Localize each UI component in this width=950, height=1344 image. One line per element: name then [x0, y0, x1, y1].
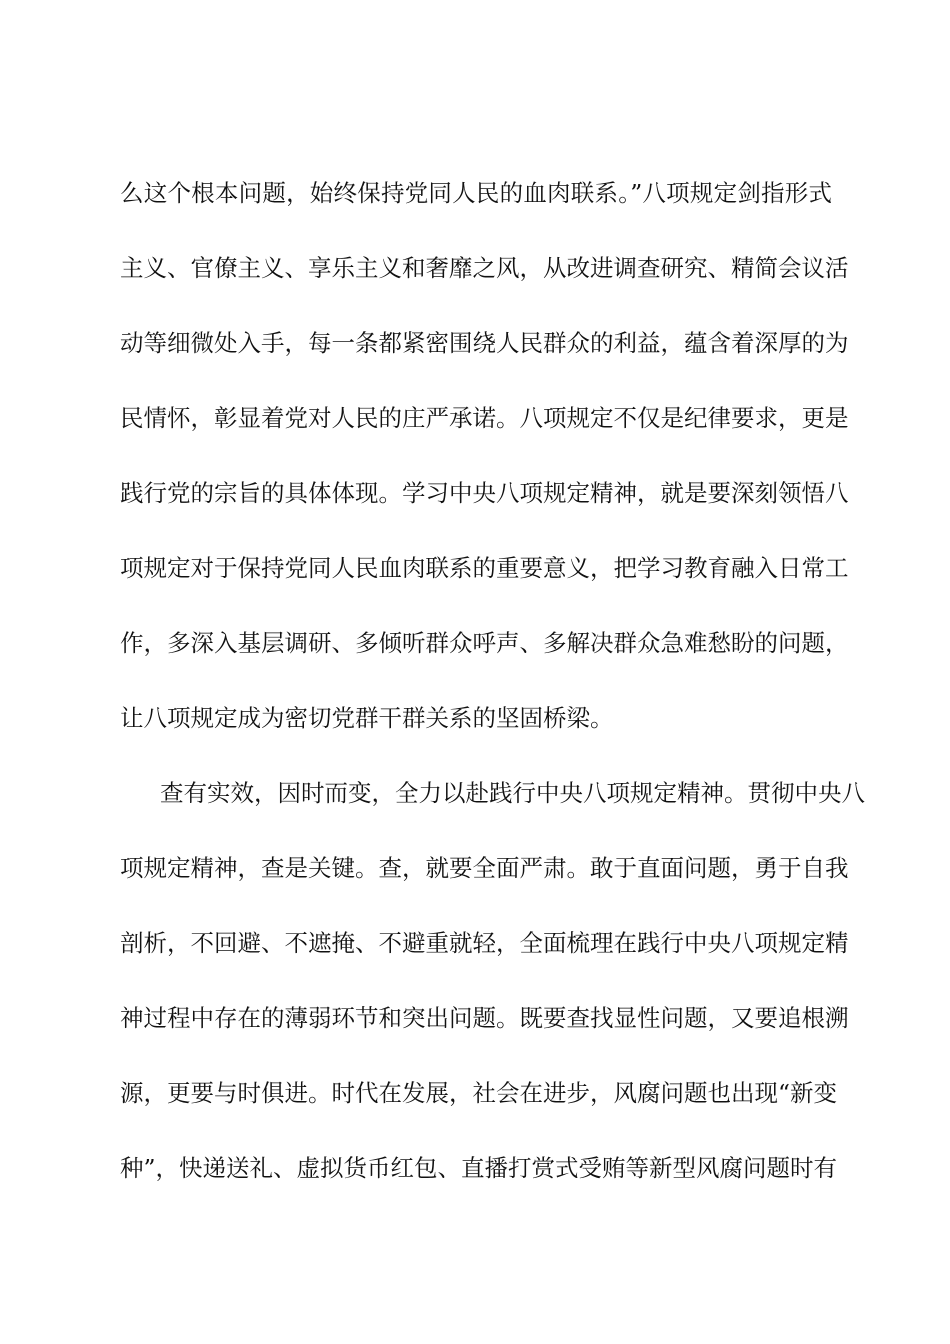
text-line: 主义、官僚主义、享乐主义和奢靡之风，从改进调查研究、精简会议活 — [120, 254, 849, 282]
text-line: 源，更要与时俱进。时代在发展，社会在进步，风腐问题也出现“新变 — [120, 1079, 838, 1107]
text-line: 让八项规定成为密切党群干群关系的坚固桥梁。 — [120, 704, 614, 732]
text-line: 神过程中存在的薄弱环节和突出问题。既要查找显性问题，又要追根溯 — [120, 1004, 849, 1032]
text-line: 动等细微处入手，每一条都紧密围绕人民群众的利益，蕴含着深厚的为 — [120, 329, 849, 357]
text-line: 剖析，不回避、不遮掩、不避重就轻，全面梳理在践行中央八项规定精 — [120, 929, 849, 957]
text-line: 民情怀，彰显着党对人民的庄严承诺。八项规定不仅是纪律要求，更是 — [120, 404, 849, 432]
text-line: 项规定对于保持党同人民血肉联系的重要意义，把学习教育融入日常工 — [120, 554, 849, 582]
text-line: 项规定精神，查是关键。查，就要全面严肃。敢于直面问题，勇于自我 — [120, 854, 849, 882]
text-line: 种”，快递送礼、虚拟货币红包、直播打赏式受贿等新型风腐问题时有 — [120, 1154, 838, 1182]
text-line: 么这个根本问题，始终保持党同人民的血肉联系。”八项规定剑指形式 — [120, 179, 832, 207]
text-line: 查有实效，因时而变，全力以赴践行中央八项规定精神。贯彻中央八 — [160, 779, 865, 807]
text-line: 践行党的宗旨的具体体现。学习中央八项规定精神，就是要深刻领悟八 — [120, 479, 849, 507]
text-line: 作，多深入基层调研、多倾听群众呼声、多解决群众急难愁盼的问题， — [120, 629, 849, 657]
